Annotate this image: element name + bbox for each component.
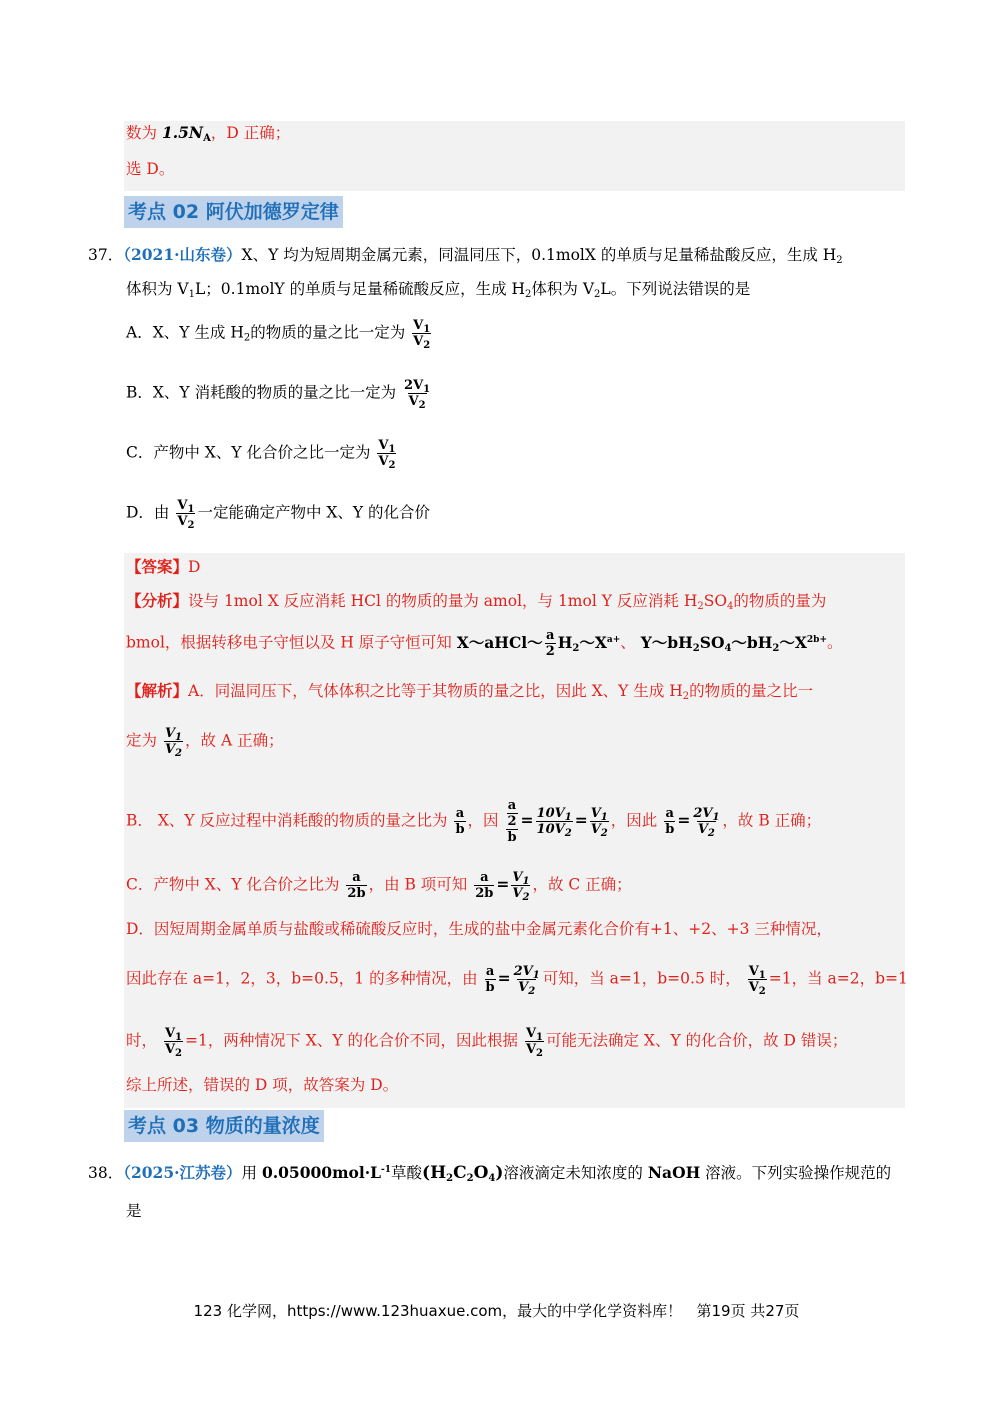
equation-y: $Y\sim bH_2SO_4\sim bH_2\sim X^{2b+}$: [640, 632, 828, 654]
question-number: 37．: [88, 246, 124, 264]
analysis-label: 【分析】: [126, 591, 189, 610]
page-footer: [0, 1300, 993, 1321]
solution-a-line1: 【解析】A．同温同压下，气体体积之比等于其物质的量之比，因此 X、Y 生成 $H_2$的物质的量之比一: [126, 681, 814, 702]
top-line-2: 选 D。: [126, 160, 175, 178]
section-label: 考点 02: [128, 201, 200, 223]
q37-option-c[interactable]: C．产物中 X、Y 化合价之比一定为 $\frac{V_1}{V_2}$: [126, 438, 396, 471]
section-header-02: [124, 196, 343, 228]
q37-option-b[interactable]: B．X、Y 消耗酸的物质的量之比一定为 $\frac{2V_1}{V_2}$: [126, 378, 431, 411]
analysis-line1: 【分析】设与 1mol X 反应消耗 HCl 的物质的量为 amol，与 1mol Y 反应消耗 $H_2SO_4$的物质的量为: [126, 591, 827, 612]
footer-text: 123 化学网，https://www.123huaxue.com，最大的中学化学资料库！: [193, 1302, 683, 1320]
solution-b: B． X、Y 反应过程中消耗酸的物质的量之比为 $\frac{a}{b}$ ，因 $\frac{\frac{a}{2}}{b}$ = $\frac{10V_1}{10V_2}$ = $\frac{V_1}{V_2}$ ，因此 $\frac{a}{b}$ = $\frac{2V_1}{V_2}$ ，故 B 正确；: [126, 798, 822, 845]
analysis-line2: bmol，根据转移电子守恒以及 H 原子守恒可知 X～aHCl～ $\frac{a}{2}$ $H_2\sim X^{a+}$、 $Y\sim bH_2SO_4\sim bH_2\sim X^{2b+}$。: [126, 628, 843, 659]
solution-d-line2: 因此存在 a=1，2，3，b=0.5，1 的多种情况，由 $\frac{a}{b}$ = $\frac{2V_1}{V_2}$ 可知，当 a=1，b=0.5 时， $\frac{V_1}{V_2}$ =1，当 a=2，b=1: [126, 964, 908, 997]
q38-stem-line1: 38．（2025·江苏卷）用 $0.05000mol\cdot L^{-1}$草酸$(H_2C_2O_4)$溶液滴定未知浓度的 NaOH 溶液。下列实验操作规范的: [88, 1163, 892, 1184]
text: 数为: [126, 124, 162, 142]
fraction-v1-v2: $\frac{V_1}{V_2}$: [413, 318, 431, 351]
question-number: 38．: [88, 1164, 124, 1182]
answer-label: 【答案】: [126, 557, 189, 576]
q37-option-a[interactable]: A．X、Y 生成 $H_2$的物质的量之比一定为 $\frac{V_1}{V_2}$: [126, 318, 431, 351]
answer-line: [126, 556, 200, 578]
section-label: 考点 03: [128, 1115, 200, 1137]
page-number: 第19页 共27页: [696, 1302, 800, 1320]
section-header-03: [124, 1110, 324, 1142]
q37-stem-line2: 体积为 $V_1L$；0.1molY 的单质与足量稀硫酸反应，生成 $H_2$体积为 $V_2L$。下列说法错误的是: [126, 280, 751, 300]
subscript: A: [203, 133, 211, 144]
value: 1.5N: [161, 123, 204, 142]
answer-value: D: [188, 558, 201, 576]
equation-x: X～aHCl～ $\frac{a}{2}$ $H_2\sim X^{a+}$: [456, 628, 621, 659]
solution-d-line1: D．因短周期金属单质与盐酸或稀硫酸反应时，生成的盐中金属元素化合价有+1、+2、+3 三种情况，: [126, 920, 832, 938]
q38-stem-line2: 是: [126, 1202, 142, 1220]
solution-d-line3: 时， $\frac{V_1}{V_2}$ =1，两种情况下 X、Y 的化合价不同，因此根据 $\frac{V_1}{V_2}$ 可能无法确定 X、Y 的化合价，故 D 错误；: [126, 1026, 848, 1059]
text: ，D 正确；: [210, 124, 291, 142]
text: X、Y 均为短周期金属元素，同温同压下，0.1molX 的单质与足量稀盐酸反应，生成 H: [241, 246, 837, 264]
fraction-v1-v2: $\frac{V_1}{V_2}$: [378, 438, 396, 471]
solution-c: C．产物中 X、Y 化合价之比为 $\frac{a}{2b}$ ，由 B 项可知 $\frac{a}{2b}$ = $\frac{V_1}{V_2}$ ，故 C 正确；: [126, 870, 632, 903]
question-source: （2025·江苏卷）: [123, 1163, 242, 1182]
q37-option-d[interactable]: D．由 $\frac{V_1}{V_2}$ 一定能确定产物中 X、Y 的化合价: [126, 498, 431, 531]
top-line-1: [126, 122, 290, 144]
summary-line: 综上所述，错误的 D 项，故答案为 D。: [126, 1076, 399, 1094]
subscript: 2: [836, 255, 843, 266]
question-source: （2021·山东卷）: [123, 245, 242, 264]
fraction-2v1-v2: $\frac{2V_1}{V_2}$: [404, 378, 431, 411]
section-title: 阿伏加德罗定律: [205, 201, 339, 223]
solution-a-line2: 定为 $\frac{V_1}{V_2}$ ，故 A 正确；: [126, 726, 284, 759]
solution-label: 【解析】: [126, 681, 189, 700]
fraction-v1-v2: $\frac{V_1}{V_2}$: [177, 498, 195, 531]
section-title: 物质的量浓度: [205, 1115, 320, 1137]
q37-stem-line1: [88, 244, 843, 266]
